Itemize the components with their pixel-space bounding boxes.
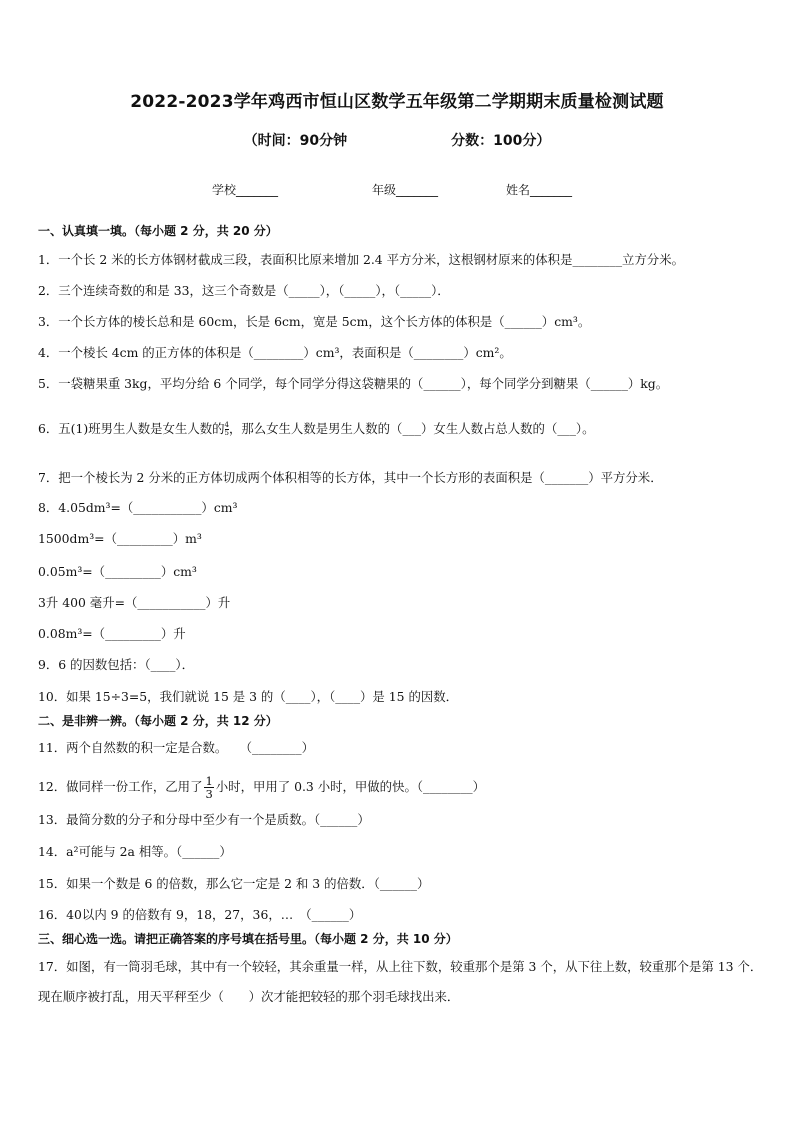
question-13: 13．最简分数的分子和分母中至少有一个是质数。（______） bbox=[38, 812, 370, 827]
section-heading-3: 三、细心选一选。请把正确答案的序号填在括号里。（每小题 2 分，共 10 分） bbox=[38, 932, 458, 946]
fraction-numerator: 1 bbox=[205, 774, 213, 788]
fraction-denominator: 5 bbox=[224, 429, 229, 437]
question-9: 9．6 的因数包括：（____）． bbox=[38, 657, 194, 672]
question-1: 1．一个长 2 米的长方体钢材截成三段，表面积比原来增加 2.4 平方分米，这根钢材原来的体积是________立方分米。 bbox=[38, 252, 684, 267]
name-field: 姓名_______ bbox=[506, 183, 573, 197]
question-17: 17．如图，有一筒羽毛球，其中有一个较轻，其余重量一样，从上往下数，较重那个是第 3 个，从下往上数，较重那个是第 13 个．现在顺序被打乱，用天平秤至少（ ）次才能把较轻的那个羽毛球找出来． bbox=[38, 959, 763, 1004]
question-15: 15．如果一个数是 6 的倍数，那么它一定是 2 和 3 的倍数．（______） bbox=[38, 876, 430, 891]
question-8d: 3升 400 毫升=（___________）升 bbox=[38, 595, 231, 610]
question-16: 16．40以内 9 的倍数有 9，18，27，36，… （______） bbox=[38, 907, 362, 922]
grade-field: 年级_______ bbox=[372, 183, 439, 197]
question-11: 11．两个自然数的积一定是合数。 （________） bbox=[38, 740, 314, 755]
school-field: 学校_______ bbox=[212, 183, 279, 197]
question-8c: 0.05m³=（_________）cm³ bbox=[38, 564, 197, 579]
question-6-tail: ，那么女生人数是男生人数的（___）女生人数占总人数的（___）。 bbox=[228, 421, 595, 436]
question-5: 5．一袋糖果重 3kg，平均分给 6 个同学，每个同学分得这袋糖果的（______），每个同学分到糖果（______）kg。 bbox=[38, 376, 669, 391]
question-12-lead: 12．做同样一份工作，乙用了 bbox=[38, 779, 203, 794]
question-7: 7．把一个棱长为 2 分米的正方体切成两个体积相等的长方体，其中一个长方形的表面积是（_______）平方分米． bbox=[38, 470, 663, 485]
question-2: 2．三个连续奇数的和是 33，这三个奇数是（_____），（_____），（_____）． bbox=[38, 283, 450, 298]
section-heading-2: 二、是非辨一辨。（每小题 2 分，共 12 分） bbox=[38, 714, 278, 728]
fraction-denominator: 3 bbox=[205, 787, 213, 801]
question-8a: 8．4.05dm³=（___________）cm³ bbox=[38, 500, 238, 515]
question-12-tail: 小时，甲用了 0.3 小时，甲做的快。（________） bbox=[215, 779, 485, 794]
question-8b: 1500dm³=（_________）m³ bbox=[38, 531, 202, 546]
question-14: 14．a²可能与 2a 相等。（______） bbox=[38, 844, 232, 859]
question-6-lead: 6．五(1)班男生人数是女生人数的 bbox=[38, 421, 225, 436]
question-6 bbox=[38, 420, 764, 438]
question-10: 10．如果 15÷3=5，我们就说 15 是 3 的（____），（____）是 15 的因数． bbox=[38, 689, 459, 704]
question-12 bbox=[38, 775, 764, 800]
fraction-numerator: 4 bbox=[224, 421, 229, 429]
exam-subtitle bbox=[0, 130, 794, 150]
question-8e: 0.08m³=（_________）升 bbox=[38, 626, 186, 641]
question-12-fraction bbox=[204, 775, 213, 800]
time-limit: （时间：90分钟 bbox=[243, 133, 348, 149]
exam-title: 2022-2023学年鸡西市恒山区数学五年级第二学期期末质量检测试题 bbox=[130, 92, 664, 112]
question-4: 4．一个棱长 4cm 的正方体的体积是（________）cm³，表面积是（________）cm²。 bbox=[38, 345, 512, 360]
total-score: 分数：100分） bbox=[451, 133, 551, 149]
question-3: 3．一个长方体的棱长总和是 60cm，长是 6cm，宽是 5cm，这个长方体的体积是（______）cm³。 bbox=[38, 314, 591, 329]
section-heading-1: 一、认真填一填。（每小题 2 分，共 20 分） bbox=[38, 224, 278, 238]
